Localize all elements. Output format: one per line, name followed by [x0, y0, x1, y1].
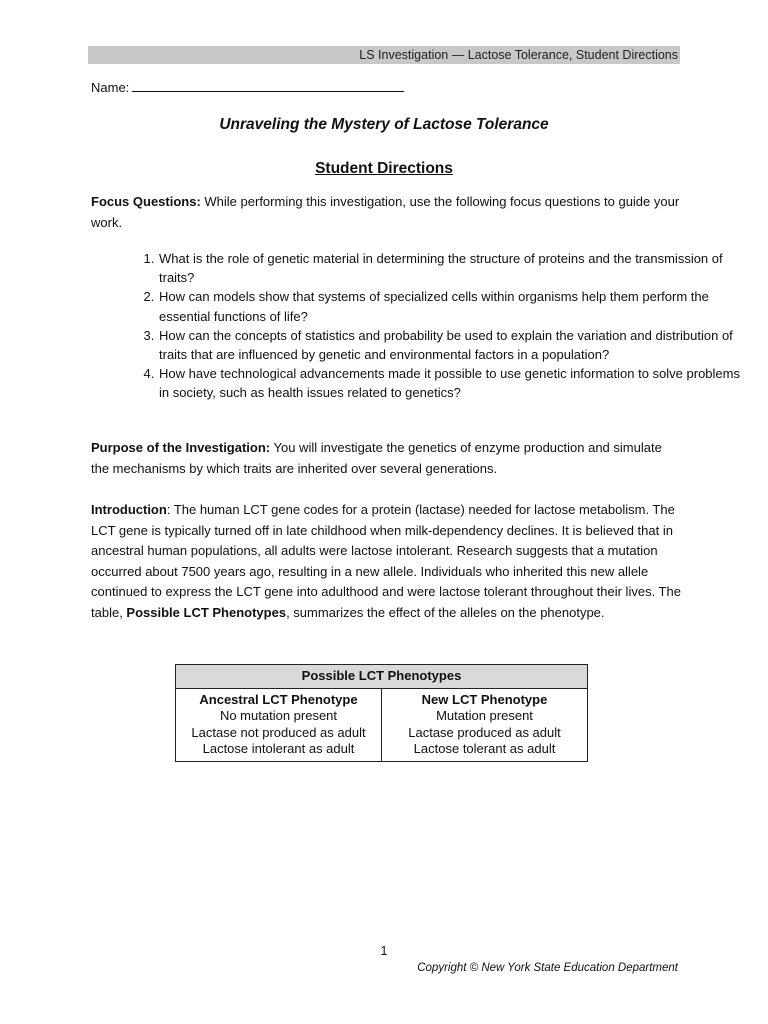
cell-line: Lactose tolerant as adult [413, 741, 556, 756]
introduction-text-b: , summarizes the effect of the alleles on the phenotype. [286, 604, 605, 620]
table-row [176, 688, 588, 761]
name-blank-line [132, 78, 404, 92]
cell-line: Lactose intolerant as adult [202, 741, 355, 756]
introduction-paragraph [91, 500, 681, 623]
column-heading: New LCT Phenotype [421, 691, 548, 707]
column-heading: Ancestral LCT Phenotype [199, 691, 358, 707]
table-reference: Possible LCT Phenotypes [126, 604, 287, 620]
document-title: Unraveling the Mystery of Lactose Tolerance [219, 116, 549, 133]
purpose-label: Purpose of the Investigation: [91, 440, 271, 455]
table-caption: Possible LCT Phenotypes [176, 665, 588, 689]
copyright-notice: Copyright © New York State Education Department [417, 962, 678, 974]
list-item: 3. How can the concepts of statistics and probability be used to explain the variation and distribution of traits that are influenced by genetic and environmental factors in a population? [158, 326, 748, 364]
purpose-text: You will investigate the genetics of enzyme production and simulate the mechanisms by which traits are inherited over several generations. [91, 440, 662, 476]
introduction-label: Introduction [91, 502, 167, 517]
name-label: Name: [91, 80, 130, 95]
phenotype-table [175, 664, 588, 762]
cell-line: Mutation present [436, 708, 533, 723]
list-item: 2. How can models show that systems of specialized cells within organisms help them perform the essential functions of life? [158, 287, 748, 325]
table-cell-ancestral [176, 688, 382, 761]
introduction-text-a: : The human LCT gene codes for a protein (lactase) needed for lactose metabolism. The LCT gene is typically turned off in late childhood when milk-dependency declines. It is believed that in ancestral human populations, all adults were lactose intolerant. Research suggests that a mutation occurred about 7500 years ago, resulting in a new allele. Individuals who inherited this new allele continued to express the LCT gene into adulthood and were lactose tolerant throughout their lives. The table, [91, 502, 681, 620]
purpose-paragraph [91, 438, 681, 479]
page-number: 1 [380, 944, 388, 958]
name-field [91, 78, 404, 97]
cell-line: Lactase produced as adult [408, 724, 561, 740]
focus-text: While performing this investigation, use the following focus questions to guide your work. [91, 194, 680, 230]
list-item: 4. How have technological advancements made it possible to use genetic information to solve problems in society, such as health issues related to genetics? [158, 364, 748, 402]
focus-questions-paragraph [91, 192, 681, 233]
cell-line: No mutation present [219, 708, 338, 723]
cell-line: Lactase not produced as adult [191, 724, 366, 740]
focus-question-list [91, 249, 748, 403]
running-header-title: LS Investigation — Lactose Tolerance, Student Directions [359, 48, 678, 62]
table-cell-new [382, 688, 588, 761]
focus-label: Focus Questions: [91, 194, 201, 209]
running-header [88, 46, 680, 64]
document-subtitle: Student Directions [315, 160, 453, 177]
list-item: 1. What is the role of genetic material in determining the structure of proteins and the transmission of traits? [158, 249, 748, 287]
table-caption-row [176, 665, 588, 689]
